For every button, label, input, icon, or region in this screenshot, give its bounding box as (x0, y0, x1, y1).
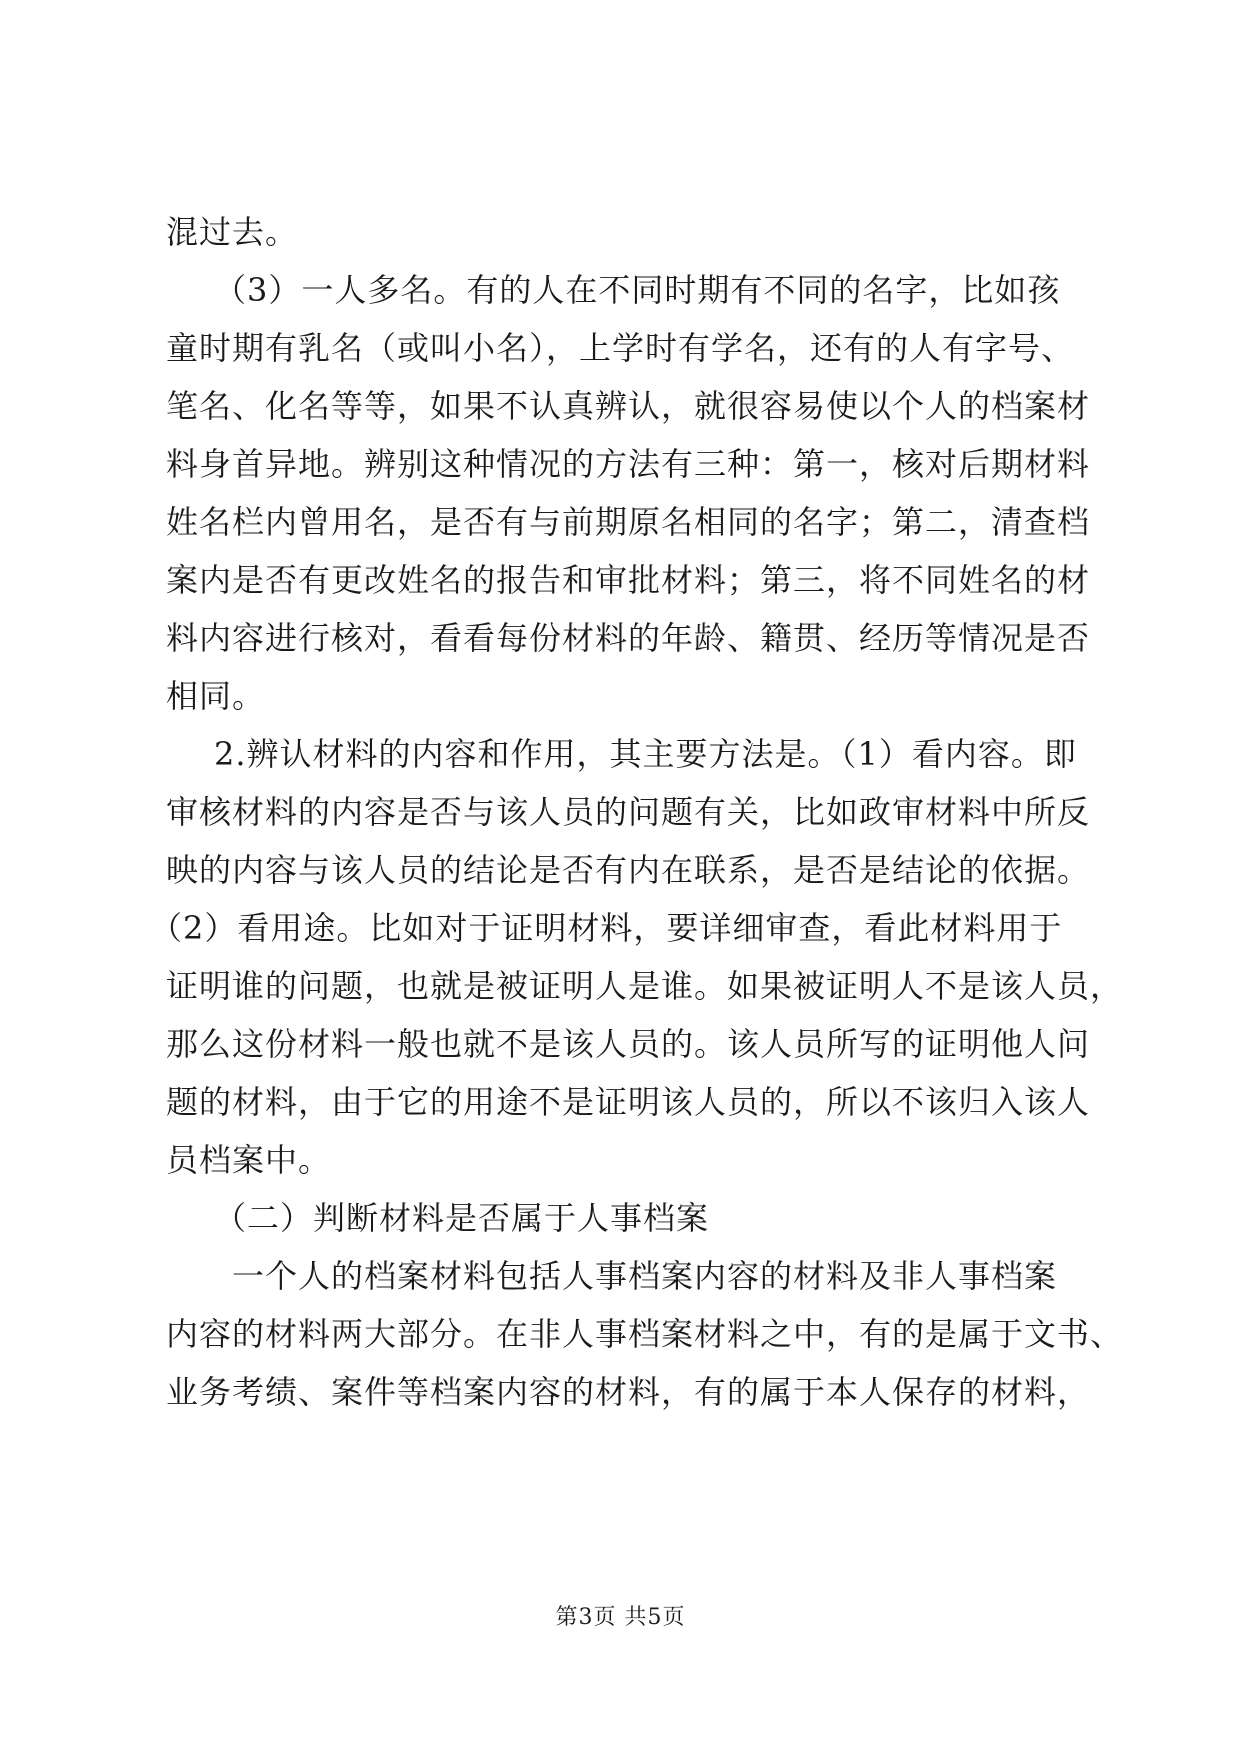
text-line: 内容的材料两大部分。在非人事档案材料之中，有的是属于文书、 (166, 1315, 1124, 1353)
text-line: 一个人的档案材料包括人事档案内容的材料及非人事档案 (232, 1257, 1058, 1295)
text-line: 相同。 (166, 677, 266, 715)
text-line: 题的材料，由于它的用途不是证明该人员的，所以不该归入该人 (166, 1083, 1091, 1121)
text-line: 那么这份材料一般也就不是该人员的。该人员所写的证明他人问 (166, 1025, 1091, 1063)
text-line: 姓名栏内曾用名，是否有与前期原名相同的名字；第二，清查档 (166, 503, 1091, 541)
text-line: （3）一人多名。有的人在不同时期有不同的名字，比如孩 (214, 271, 1061, 309)
text-line: 料内容进行核对，看看每份材料的年龄、籍贯、经历等情况是否 (166, 619, 1091, 657)
text-line: 映的内容与该人员的结论是否有内在联系，是否是结论的依据。 (166, 851, 1091, 889)
page-number-footer: 第3页 共5页 (555, 1605, 686, 1630)
section-heading: （二）判断材料是否属于人事档案 (214, 1199, 710, 1237)
text-line: 料身首异地。辨别这种情况的方法有三种：第一，核对后期材料 (166, 445, 1091, 483)
text-line: 2.辨认材料的内容和作用，其主要方法是。（1）看内容。即 (214, 735, 1077, 773)
text-line: 混过去。 (166, 213, 299, 251)
text-line: 笔名、化名等等，如果不认真辨认，就很容易使以个人的档案材 (166, 387, 1091, 425)
text-line: 业务考绩、案件等档案内容的材料，有的属于本人保存的材料， (166, 1373, 1091, 1411)
text-line: 案内是否有更改姓名的报告和审批材料；第三，将不同姓名的材 (166, 561, 1091, 599)
text-line: 审核材料的内容是否与该人员的问题有关，比如政审材料中所反 (166, 793, 1091, 831)
text-line: 员档案中。 (166, 1141, 332, 1179)
text-line: （2）看用途。比如对于证明材料，要详细审查，看此材料用于 (150, 909, 1063, 947)
text-line: 童时期有乳名（或叫小名），上学时有学名，还有的人有字号、 (166, 329, 1075, 367)
text-line: 证明谁的问题，也就是被证明人是谁。如果被证明人不是该人员， (166, 967, 1124, 1005)
